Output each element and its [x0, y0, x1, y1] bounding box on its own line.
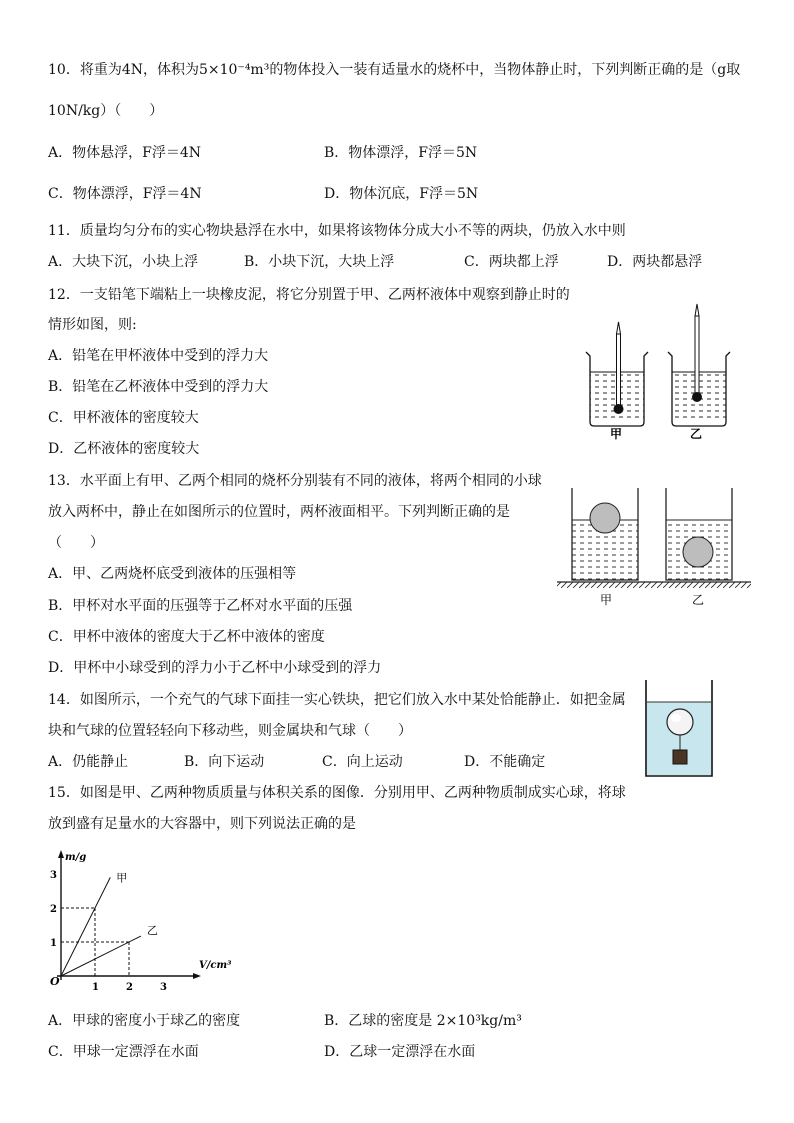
q13-option-d[interactable]: D．甲杯中小球受到的浮力小于乙杯中小球受到的浮力: [48, 660, 382, 676]
x-axis-label: V/cm³: [199, 960, 232, 971]
ball-jia: [590, 503, 620, 533]
q12-option-c[interactable]: C．甲杯液体的密度较大: [48, 410, 199, 426]
x-tick-label: 3: [160, 982, 167, 993]
balloon: [667, 709, 693, 735]
q14-stem-line1: 14．如图所示，一个充气的气球下面挂一实心铁块，把它们放入水中某处恰能静止．如把金属: [48, 692, 626, 708]
y-tick-label: 1: [50, 938, 57, 949]
q10-option-d[interactable]: D．物体沉底，F浮＝5N: [324, 186, 479, 202]
q10-option-c[interactable]: C．物体漂浮，F浮＝4N: [48, 186, 202, 202]
q11-option-a[interactable]: A．大块下沉，小块上浮: [48, 254, 199, 270]
q13-stem-line1: 13．水平面上有甲、乙两个相同的烧杯分别装有不同的液体，将两个相同的小球: [48, 473, 542, 489]
clay-ball-right: [692, 392, 702, 402]
q10-option-a[interactable]: A．物体悬浮，F浮＝4N: [48, 145, 201, 161]
q12-stem-line1: 12．一支铅笔下端粘上一块橡皮泥，将它分别置于甲、乙两杯液体中观察到静止时的: [48, 287, 570, 303]
y-tick-label: 2: [50, 904, 57, 915]
q13-beakers-figure: [555, 486, 755, 612]
iron-block: [673, 750, 687, 764]
q12-label-left: 甲: [610, 427, 623, 441]
q11-option-d[interactable]: D．两块都悬浮: [607, 254, 703, 270]
q12-label-right: 乙: [690, 427, 703, 441]
x-tick-label: 2: [126, 982, 133, 993]
q13-label-right: 乙: [692, 593, 705, 607]
origin-label: O: [50, 975, 60, 988]
ball-yi: [683, 537, 713, 567]
q15-option-c[interactable]: C．甲球一定漂浮在水面: [48, 1044, 199, 1060]
q11-option-c[interactable]: C．两块都上浮: [464, 254, 559, 270]
q12-option-b[interactable]: B．铅笔在乙杯液体中受到的浮力大: [48, 379, 269, 395]
series-line: [61, 877, 110, 976]
q13-option-c[interactable]: C．甲杯中液体的密度大于乙杯中液体的密度: [48, 629, 325, 645]
clay-ball-left: [614, 404, 624, 414]
q10-stem-line1: [48, 61, 740, 79]
y-axis-label: m/g: [65, 852, 87, 863]
q10-line1-text: 10．将重为4N，体积为5×10⁻⁴m³的物体投入一装有适量水的烧杯中，当物体静止时，下列判断正确的是（g取: [48, 62, 741, 78]
q13-stem-line2: 放入两杯中，静止在如图所示的位置时，两杯液面相平。下列判断正确的是: [48, 504, 510, 520]
q14-option-b[interactable]: B．向下运动: [184, 754, 265, 770]
q15-option-a[interactable]: A．甲球的密度小于球乙的密度: [48, 1013, 241, 1029]
q12-stem-line2: 情形如图，则:: [48, 317, 137, 333]
q13-option-a[interactable]: A．甲、乙两烧杯底受到液体的压强相等: [48, 566, 297, 582]
q10-option-b[interactable]: B．物体漂浮，F浮＝5N: [324, 145, 478, 161]
mass-volume-graph: [48, 842, 248, 998]
q14-stem-line2: 块和气球的位置轻轻向下移动些，则金属块和气球（ ）: [48, 723, 412, 739]
beaker-yi: [666, 488, 732, 580]
q13-label-left: 甲: [600, 593, 613, 607]
q13-stem-line3: （ ）: [48, 535, 104, 551]
q12-option-d[interactable]: D．乙杯液体的密度较大: [48, 441, 200, 457]
q15-stem-line1: 15．如图是甲、乙两种物质质量与体积关系的图像．分别用甲、乙两种物质制成实心球，将球: [48, 785, 626, 801]
q14-option-c[interactable]: C．向上运动: [322, 754, 403, 770]
q12-beakers-figure: [578, 300, 738, 442]
y-tick-label: 3: [50, 870, 57, 881]
q11-option-b[interactable]: B．小块下沉，大块上浮: [244, 254, 395, 270]
series-label: 甲: [116, 871, 128, 885]
x-tick-label: 1: [92, 982, 99, 993]
q14-option-a[interactable]: A．仍能静止: [48, 754, 129, 770]
q13-option-b[interactable]: B．甲杯对水平面的压强等于乙杯对水平面的压强: [48, 598, 353, 614]
q10-stem-line2: 10N/kg）（ ）: [48, 103, 164, 119]
y-axis-arrow: [58, 850, 64, 858]
q11-stem: 11．质量均匀分布的实心物块悬浮在水中，如果将该物体分成大小不等的两块，仍放入水中则: [48, 223, 626, 239]
q15-option-d[interactable]: D．乙球一定漂浮在水面: [324, 1044, 476, 1060]
q15-option-b[interactable]: B．乙球的密度是 2×10³kg/m³: [324, 1013, 522, 1029]
q15-stem-line2: 放到盛有足量水的大容器中，则下列说法正确的是: [48, 816, 356, 832]
beaker-left: [586, 322, 648, 426]
beaker-right: [668, 304, 730, 426]
q12-option-a[interactable]: A．铅笔在甲杯液体中受到的浮力大: [48, 348, 269, 364]
q14-container-figure: [642, 678, 718, 778]
x-axis-arrow: [193, 973, 201, 979]
series-label: 乙: [146, 924, 158, 938]
q14-option-d[interactable]: D．不能确定: [464, 754, 546, 770]
beaker-jia: [572, 488, 638, 580]
